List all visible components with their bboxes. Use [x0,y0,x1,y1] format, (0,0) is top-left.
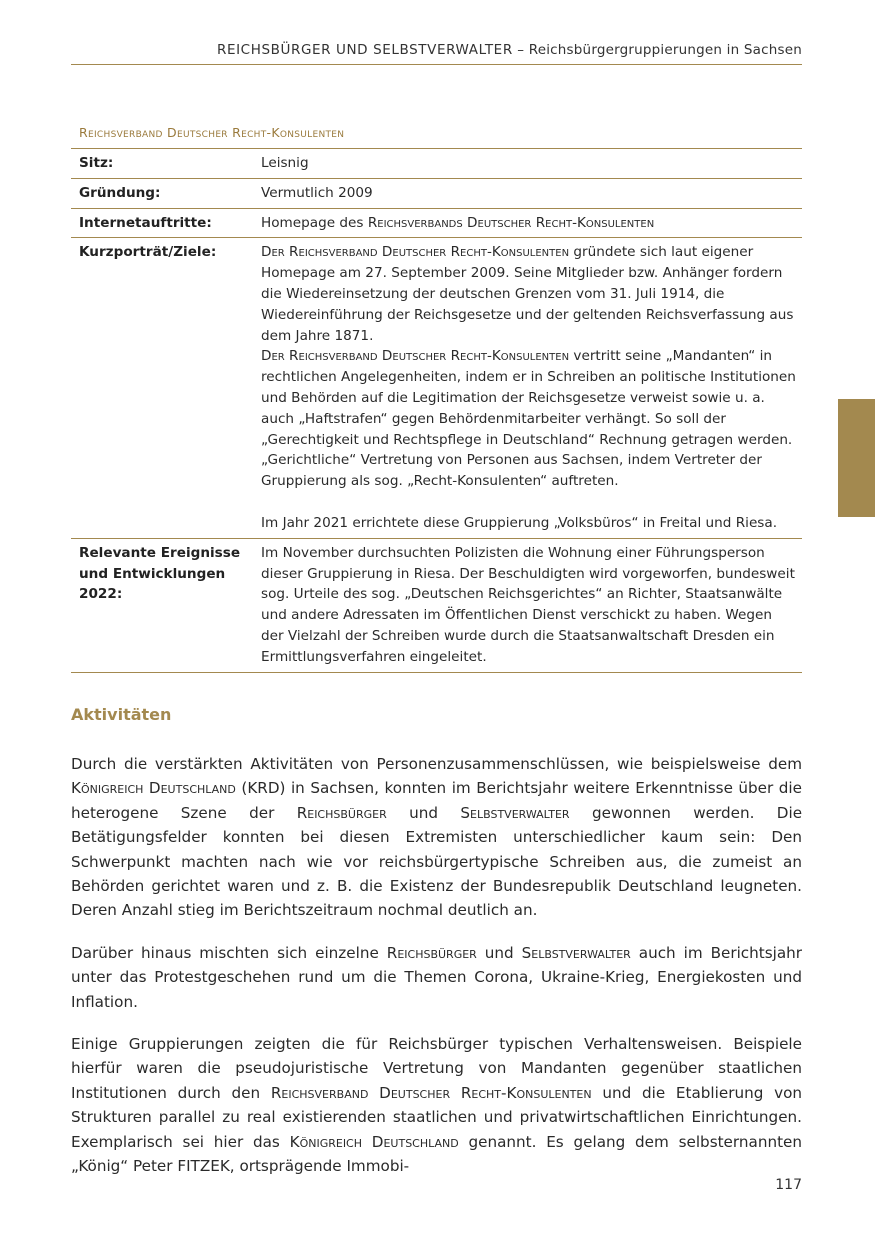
table-row [71,238,802,538]
org-name: Reichsverband Deutscher Recht-Konsulenten [270,1083,592,1102]
table-row [71,178,802,208]
org-name: Königreich Deutschland [71,779,236,798]
body-paragraph: Einige Gruppierungen zeigten die für Reichsbürger typischen Verhaltensweisen. Beispiele hierfür waren die pseudojuristische Vertretung von Mandanten gegenüber staatlichen Institutionen durch den Reichsverband Deutscher Recht-Konsulenten und die Etablierung von Strukturen parallel zu real existierenden staatlichen und privatwirtschaftlichen Einrichtungen. Exemplarisch sei hier das Königreich Deutschland genannt. Es gelang dem selbsternannten „König“ Peter FITZEK, ortsprägende Immobi- [71,1035,802,1176]
kurz-text: vertritt seine „Mandanten“ in rechtlichen Angelegenheiten, indem er in Schreiben an politische Institutionen und Behörden auf die Legitimation der Reichsgesetze verweist sowie u. a. auch „Haftstrafen“ gegen Behördenmitarbeiter verhängt. So soll der „Gerechtigkeit und Rechtspflege in Deutschland“ Rechnung getragen werden. [261,348,796,448]
term: Reichsbürger [386,943,477,962]
kurz-paragraph [261,242,796,346]
table-title: Reichsverband Deutscher Recht-Konsulenten [79,125,345,140]
kurz-paragraph: Im Jahr 2021 errichtete diese Gruppierung „Volksbüros“ in Freital und Riesa. [261,514,778,531]
page-number: 117 [775,1177,802,1193]
row-value: Im November durchsuchten Polizisten die Wohnung einer Führungsperson dieser Gruppierung in Riesa. Der Beschuldigten wird vorgeworfen, bundesweit sog. Urteile des sog. „Deutschen Reichsgerichtes“ an Richter, Staatsanwälte und andere Adressaten im Öffentlichen Dienst verschickt zu haben. Wegen der Vielzahl der Schreiben wurde durch die Staatsanwaltschaft Dresden ein Ermittlungsverfahren eingeleitet. [253,538,802,672]
org-name: Der Reichsverband Deutscher Recht-Konsulenten [261,244,570,261]
table-row [71,149,802,179]
internet-prefix: Homepage des [261,214,364,231]
org-name: Königreich Deutschland [289,1132,459,1151]
kurz-text: gründete sich laut eigener Homepage am 27. September 2009. Seine Mitglieder bzw. Anhänger fordern die Wiedereinsetzung der deutschen Grenzen vom 31. Juli 1914, die Wiedereinführung der Reichsgesetze und der geltenden Reichsverfassung aus dem Jahre 1871. [261,244,794,344]
header-rule [71,64,802,65]
org-name: Der Reichsverband Deutscher Recht-Konsulenten [261,348,570,365]
table-row [71,538,802,672]
row-label: Relevante Ereignisse und Entwicklungen 2022: [71,538,253,672]
body-paragraph: Darüber hinaus mischten sich einzelne Reichsbürger und Selbstverwalter auch im Berichtsjahr unter das Protestgeschehen rund um die Themen Corona, Ukraine-Krieg, Energiekosten und Inflation. [71,943,803,1011]
chapter-side-tab [838,399,875,517]
table-row [71,208,802,238]
row-value [253,208,802,238]
header-subtitle: Reichsbürgergruppierungen in Sachsen [528,42,802,58]
section-title: Aktivitäten [71,705,172,724]
header-separator: – [517,42,525,58]
term: Reichsbürger [296,803,387,822]
row-label: Kurzporträt/Ziele: [71,238,253,538]
kurz-paragraph [261,346,796,450]
row-label: Gründung: [71,178,253,208]
term: Selbstverwalter [460,803,570,822]
row-label: Sitz: [71,149,253,179]
row-value: Leisnig [253,149,802,179]
kurz-paragraph: „Gerichtliche“ Vertretung von Personen aus Sachsen, indem Vertreter der Gruppierung als sog. „Recht-Konsulenten“ auftreten. [261,452,762,490]
profile-table [71,148,802,673]
row-label: Internetauftritte: [71,208,253,238]
row-value [253,238,802,538]
running-header [71,42,802,58]
body-text [71,752,802,1197]
org-name: Reichsverbands Deutscher Recht-Konsulenten [367,214,655,231]
header-title: REICHSBÜRGER UND SELBSTVERWALTER [216,42,513,58]
row-value: Vermutlich 2009 [253,178,802,208]
body-paragraph: Durch die verstärkten Aktivitäten von Personenzusammenschlüssen, wie beispielsweise dem Königreich Deutschland (KRD) in Sachsen, konnten im Berichtsjahr weitere Erkenntnisse über die heterogene Szene der Reichsbürger und Selbstverwalter gewonnen werden. Die Betätigungsfelder konnten bei diesen Extremisten unterschiedlicher kaum sein: Den Schwerpunkt machten nach wie vor reichsbürgertypische Schreiben aus, die zumeist an Behörden gerichtet waren und z. B. die Existenz der Bundesrepublik Deutschland leugneten. Deren Anzahl stieg im Berichtszeitraum nochmal deutlich an. [71,755,803,920]
spacer [261,492,796,513]
term: Selbstverwalter [521,943,631,962]
